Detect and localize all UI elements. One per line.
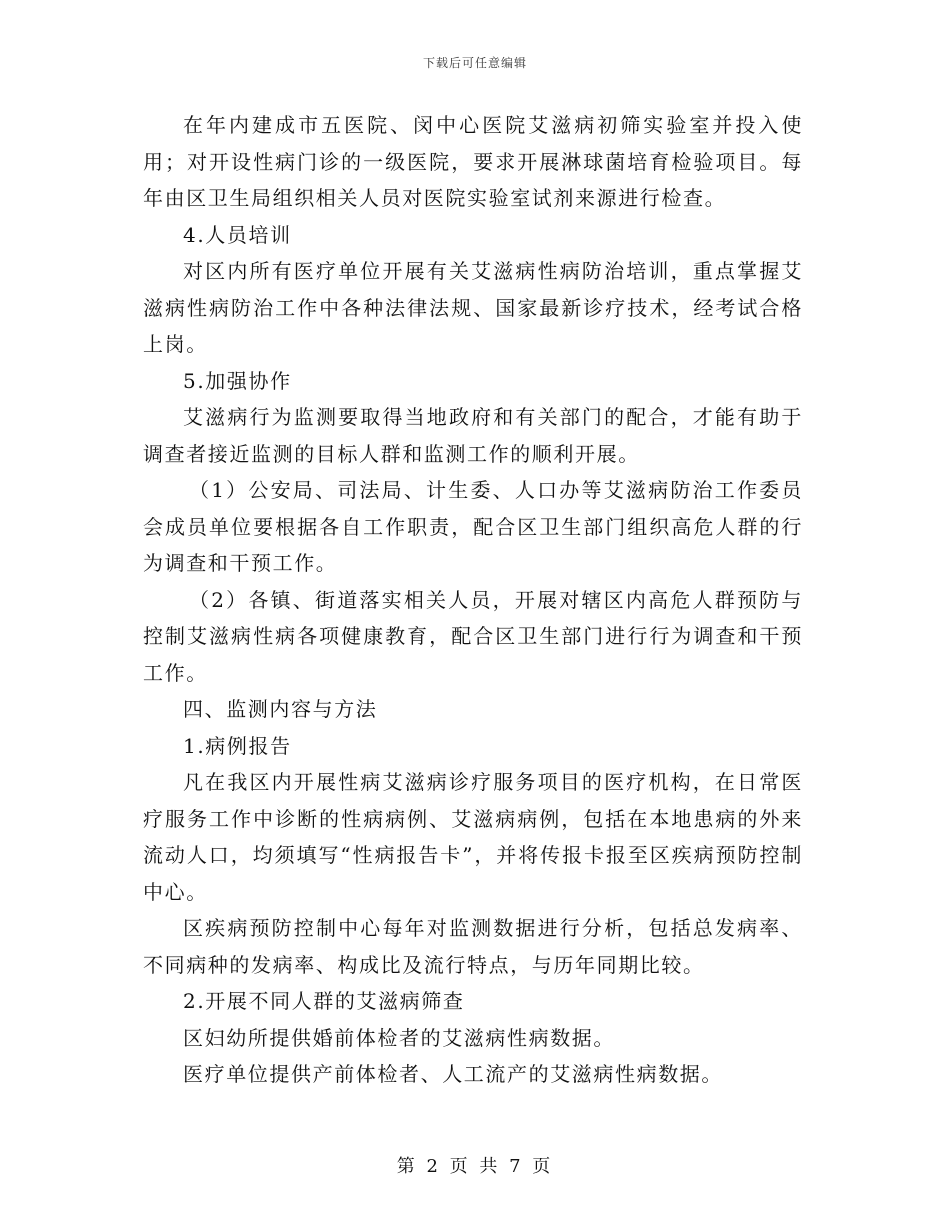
- heading-cooperation: 5.加强协作: [183, 368, 292, 393]
- document-body: [143, 107, 803, 1093]
- heading-case-report: 1.病例报告: [183, 733, 292, 758]
- heading-screening: 2.开展不同人群的艾滋病筛查: [183, 989, 465, 1013]
- heading-monitoring-content: 四、监测内容与方法: [183, 697, 378, 721]
- paragraph-premarital-data: 区妇幼所提供婚前体检者的艾滋病性病数据。: [183, 1025, 615, 1050]
- paragraph-cooperation-item-2: （2）各镇、街道落实相关人员，开展对辖区内高危人群预防与控制艾滋病性病各项健康教育，配合区卫生部门进行行为调查和干预工作。: [143, 587, 803, 685]
- page-number: 第 2 页 共 7 页: [396, 1156, 554, 1177]
- paragraph-data-analysis: 区疾病预防控制中心每年对监测数据进行分析，包括总发病率、不同病种的发病率、构成比及流行特点，与历年同期比较。: [143, 916, 803, 977]
- page-header-note: 下载后可任意编辑: [422, 56, 527, 70]
- paragraph-case-report: 凡在我区内开展性病艾滋病诊疗服务项目的医疗机构，在日常医疗服务工作中诊断的性病病例、艾滋病病例，包括在本地患病的外来流动人口，均须填写“性病报告卡”，并将传报卡报至区疾病预防控制中心。: [143, 770, 803, 904]
- paragraph-lab-setup: 在年内建成市五医院、闵中心医院艾滋病初筛实验室并投入使用；对开设性病门诊的一级医院，要求开展淋球菌培育检验项目。每年由区卫生局组织相关人员对医院实验室试剂来源进行检查。: [143, 113, 803, 210]
- heading-staff-training: 4.人员培训: [183, 222, 292, 247]
- paragraph-prenatal-data: 医疗单位提供产前体检者、人工流产的艾滋病性病数据。: [183, 1062, 723, 1086]
- paragraph-cooperation: 艾滋病行为监测要取得当地政府和有关部门的配合，才能有助于调查者接近监测的目标人群和监测工作的顺利开展。: [143, 405, 803, 466]
- paragraph-staff-training: 对区内所有医疗单位开展有关艾滋病性病防治培训，重点掌握艾滋病性病防治工作中各种法律法规、国家最新诊疗技术，经考试合格上岗。: [143, 259, 803, 356]
- paragraph-cooperation-item-1: （1）公安局、司法局、计生委、人口办等艾滋病防治工作委员会成员单位要根据各自工作职责，配合区卫生部门组织高危人群的行为调查和干预工作。: [143, 478, 803, 575]
